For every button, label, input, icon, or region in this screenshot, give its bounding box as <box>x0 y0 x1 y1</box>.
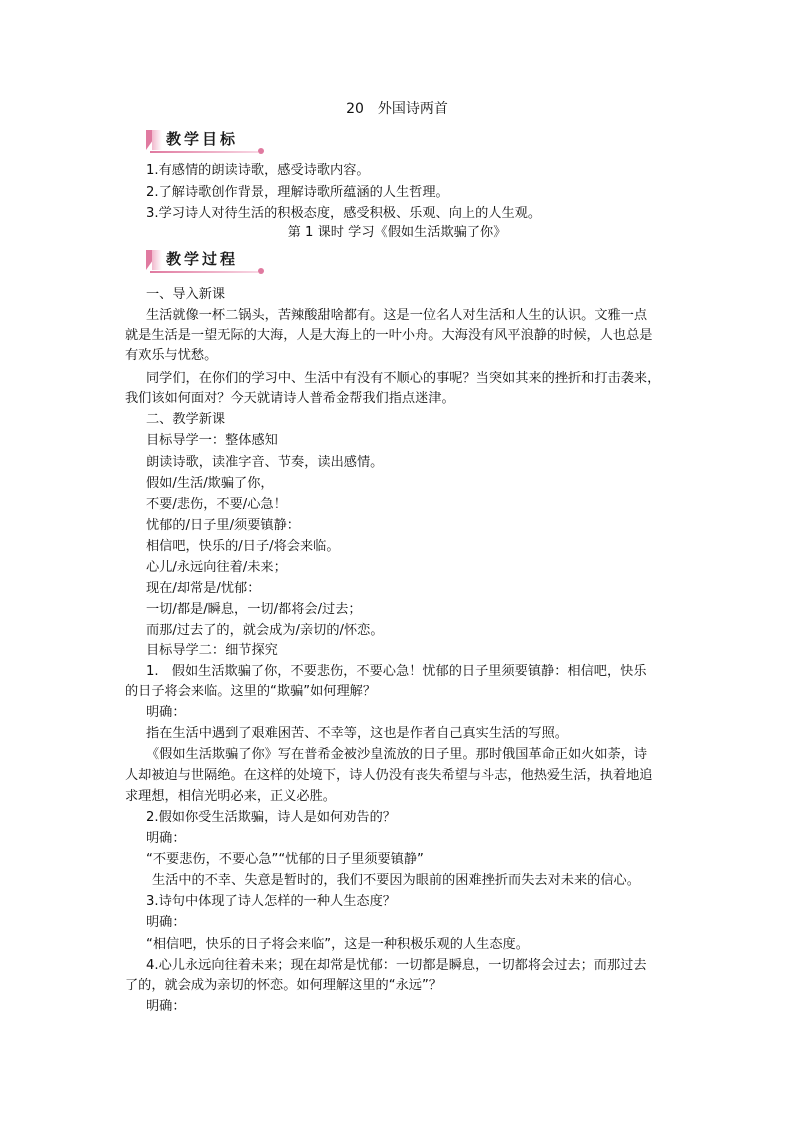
paragraph-line: 我们该如何面对？今天就请诗人普希金帮我们指点迷津。 <box>125 391 455 406</box>
page-title: 20 外国诗两首 <box>346 101 448 117</box>
answer-label: 明确： <box>146 999 186 1014</box>
answer-label: 明确： <box>146 915 186 930</box>
paragraph-line: “不要悲伤，不要心急”“忧郁的日子里须要镇静” <box>146 852 424 867</box>
sub-heading: 目标导学一：整体感知 <box>146 433 278 448</box>
poem-line: 不要/悲伤，不要/心急！ <box>146 497 287 512</box>
poem-line: 相信吧，快乐的/日子/将会来临。 <box>146 539 340 554</box>
poem-line: 现在/却常是/忧郁： <box>146 581 261 596</box>
paragraph-line: 求理想，相信光明必来，正义必胜。 <box>125 789 336 804</box>
question-line: 的日子将会来临。这里的“欺骗”如何理解？ <box>125 684 377 699</box>
paragraph-line: 就是生活是一望无际的大海，人是大海上的一叶小舟。大海没有风平浪静的时候，人也总是 <box>125 328 653 343</box>
paragraph-line: 生活中的不幸、失意是暂时的，我们不要因为眼前的困难挫折而失去对未来的信心。 <box>152 873 640 888</box>
sub-heading: 目标导学二：细节探究 <box>146 643 278 658</box>
question-line: 2.假如你受生活欺骗，诗人是如何劝告的？ <box>146 810 396 825</box>
question-line: 4.心儿永远向往着未来；现在却常是忧郁：一切都是瞬息，一切都将会过去；而那过去 <box>146 958 647 973</box>
paragraph-line: 指在生活中遇到了艰难困苦、不幸等，这也是作者自己真实生活的写照。 <box>146 726 568 741</box>
question-line: 3.诗句中体现了诗人怎样的一种人生态度？ <box>146 894 396 909</box>
badge-label: 教学目标 <box>166 130 239 148</box>
goal-item: 1.有感情的朗读诗歌，感受诗歌内容。 <box>146 163 370 178</box>
poem-line: 忧郁的/日子里/须要镇静： <box>146 518 300 533</box>
paragraph-line: 有欢乐与忧愁。 <box>125 348 218 363</box>
section-heading: 一、导入新课 <box>146 287 226 302</box>
paragraph-line: 人却被迫与世隔绝。在这样的处境下，诗人仍没有丧失希望与斗志，他热爱生活，执着地追 <box>125 768 653 783</box>
answer-label: 明确： <box>146 705 186 720</box>
lesson-title: 第 1 课时 学习《假如生活欺骗了你》 <box>287 225 507 240</box>
poem-line: 心儿/永远向往着/未来； <box>146 560 287 575</box>
paragraph-line: 同学们，在你们的学习中、生活中有没有不顺心的事呢？当突如其来的挫折和打击袭来， <box>146 371 661 386</box>
paragraph-line: 《假如生活欺骗了你》写在普希金被沙皇流放的日子里。那时俄国革命正如火如荼，诗 <box>146 747 648 762</box>
section-heading: 二、教学新课 <box>146 412 226 427</box>
section-badge-goals <box>146 128 264 154</box>
paragraph-line: 生活就像一杯二锅头，苦辣酸甜啥都有。这是一位名人对生活和人生的认识。文雅一点 <box>146 308 648 323</box>
goal-item: 3.学习诗人对待生活的积极态度，感受积极、乐观、向上的人生观。 <box>146 206 542 221</box>
question-line: 1. 假如生活欺骗了你，不要悲伤，不要心急！忧郁的日子里须要镇静：相信吧，快乐 <box>146 664 647 679</box>
poem-line: 一切/都是/瞬息，一切/都将会/过去； <box>146 602 362 617</box>
badge-dot-icon <box>258 268 264 274</box>
poem-line: 假如/生活/欺骗了你， <box>146 476 274 491</box>
goal-item: 2.了解诗歌创作背景，理解诗歌所蕴涵的人生哲理。 <box>146 185 449 200</box>
badge-label: 教学过程 <box>166 250 239 268</box>
answer-label: 明确： <box>146 831 186 846</box>
paragraph-line: 朗读诗歌，读准字音、节奏，读出感情。 <box>146 455 384 470</box>
badge-dot-icon <box>258 148 264 154</box>
paragraph-line: “相信吧，快乐的日子将会来临”，这是一种积极乐观的人生态度。 <box>146 937 529 952</box>
poem-line: 而那/过去了的，就会成为/亲切的/怀恋。 <box>146 623 384 638</box>
question-line: 了的，就会成为亲切的怀恋。如何理解这里的“永远”？ <box>125 978 442 993</box>
section-badge-process <box>146 248 264 274</box>
